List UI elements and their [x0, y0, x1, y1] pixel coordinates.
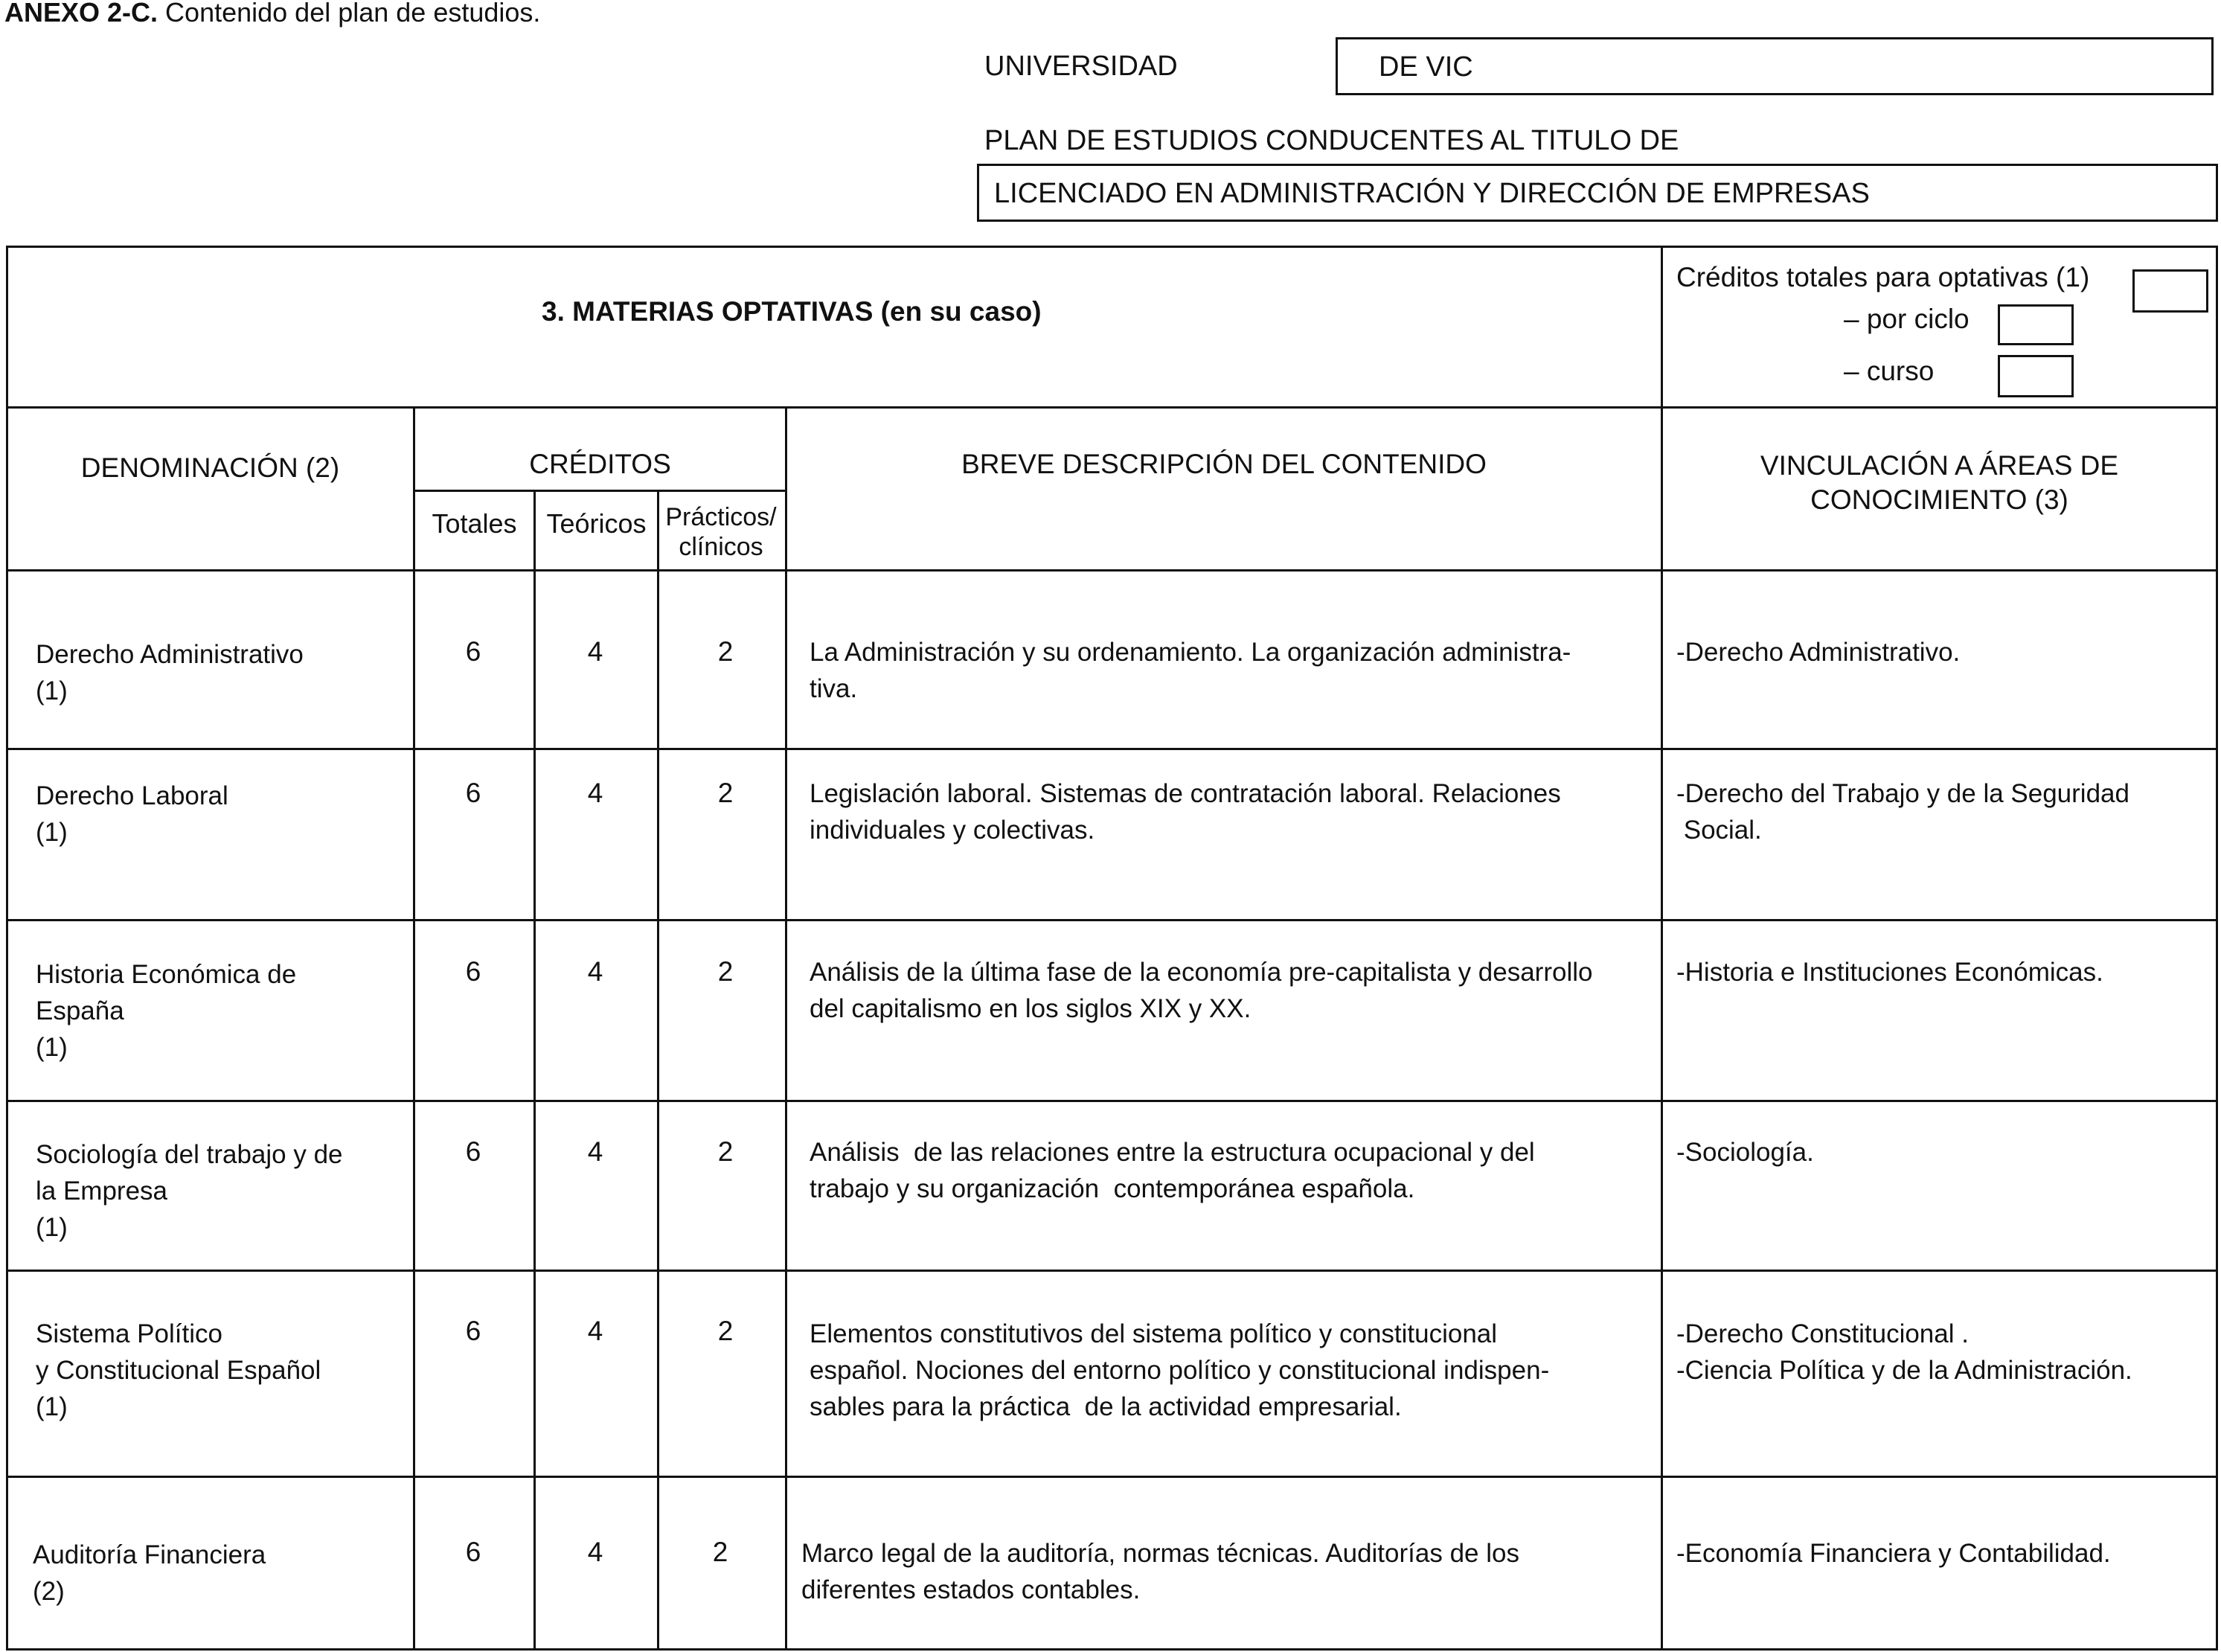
row-3-totales: 6: [465, 956, 481, 987]
grid-line: [6, 406, 2218, 409]
grid-line: [6, 1476, 2218, 1478]
col-header-denominacion: DENOMINACIÓN (2): [80, 452, 340, 483]
annex-description: Contenido del plan de estudios.: [158, 0, 541, 28]
row-4-totales: 6: [465, 1136, 481, 1167]
grid-line: [6, 748, 2218, 750]
row-4-areas: [1676, 1134, 2212, 1171]
row-3-description: [810, 954, 1635, 1027]
description-line: trabajo y su organización contemporánea española.: [810, 1174, 1415, 1203]
row-4-practicos: 2: [717, 1136, 734, 1167]
grid-line: [785, 406, 787, 1651]
row-1-practicos: 2: [717, 636, 734, 667]
col-header-practicos-line2: clínicos: [679, 533, 763, 561]
area-line: -Ciencia Política y de la Administración.: [1676, 1356, 2132, 1385]
grid-line: [6, 1648, 2218, 1651]
grid-line: [6, 1270, 2218, 1272]
col-header-practicos: [657, 502, 785, 562]
row-6-areas: [1676, 1535, 2212, 1572]
col-header-vinculacion-line1: VINCULACIÓN A ÁREAS DE: [1760, 450, 2119, 481]
description-line: español. Nociones del entorno político y constitucional indispen-: [810, 1356, 1550, 1385]
university-label: UNIVERSIDAD: [984, 51, 1178, 82]
degree-title: LICENCIADO EN ADMINISTRACIÓN Y DIRECCIÓN DE EMPRESAS: [994, 178, 1870, 209]
name-line: Sociología del trabajo y de: [36, 1140, 343, 1169]
row-2-practicos: 2: [717, 778, 734, 808]
plan-label: PLAN DE ESTUDIOS CONDUCENTES AL TITULO DE: [984, 125, 1679, 156]
row-2-areas: [1676, 775, 2212, 848]
name-line: (1): [36, 676, 68, 705]
name-line: la Empresa: [36, 1176, 168, 1206]
area-line: -Derecho del Trabajo y de la Seguridad: [1676, 779, 2129, 808]
row-3-teoricos: 4: [587, 956, 603, 987]
row-4-description: [810, 1134, 1635, 1207]
grid-line: [6, 569, 2218, 572]
row-1-description: [810, 634, 1635, 707]
col-header-vinculacion: [1663, 449, 2216, 517]
description-line: Análisis de la última fase de la economía pre-capitalista y desarrollo: [810, 958, 1593, 987]
area-line: -Economía Financiera y Contabilidad.: [1676, 1539, 2111, 1568]
row-6-description: [801, 1535, 1635, 1608]
name-line: y Constitucional Español: [36, 1356, 321, 1385]
optional-credits-box[interactable]: [2132, 269, 2208, 313]
grid-line: [6, 919, 2218, 921]
name-line: Historia Económica de: [36, 960, 297, 989]
area-line: -Sociología.: [1676, 1138, 1814, 1167]
grid-line: [533, 490, 536, 1651]
row-2-description: [810, 775, 1635, 848]
name-line: Derecho Administrativo: [36, 640, 304, 669]
col-header-practicos-line1: Prácticos/: [665, 503, 777, 531]
description-line: sables para la práctica de la actividad empresarial.: [810, 1392, 1402, 1421]
per-cycle-box[interactable]: [1998, 304, 2074, 345]
area-line: Social.: [1676, 816, 1762, 845]
per-cycle-label: – por ciclo: [1844, 304, 1970, 334]
row-3-practicos: 2: [717, 956, 734, 987]
name-line: (1): [36, 1033, 68, 1062]
name-line: (1): [36, 818, 68, 847]
col-header-totales: Totales: [432, 508, 517, 539]
row-4-teoricos: 4: [587, 1136, 603, 1167]
col-header-teoricos: Teóricos: [546, 508, 647, 539]
row-3-areas: [1676, 954, 2212, 990]
col-header-creditos: CRÉDITOS: [529, 449, 671, 479]
row-1-areas: [1676, 634, 2212, 670]
description-line: individuales y colectivas.: [810, 816, 1095, 845]
description-line: del capitalismo en los siglos XIX y XX.: [810, 994, 1251, 1023]
name-line: (1): [36, 1392, 68, 1421]
grid-line: [413, 406, 415, 1651]
row-3-name: [36, 956, 408, 1066]
row-5-areas: [1676, 1316, 2212, 1389]
row-2-name: [36, 778, 408, 851]
area-line: -Derecho Administrativo.: [1676, 638, 1961, 667]
row-6-teoricos: 4: [587, 1537, 603, 1567]
row-5-name: [36, 1316, 408, 1425]
name-line: España: [36, 996, 124, 1025]
row-5-teoricos: 4: [587, 1316, 603, 1346]
name-line: Derecho Laboral: [36, 781, 228, 810]
per-course-label: – curso: [1844, 356, 1935, 386]
row-5-totales: 6: [465, 1316, 481, 1346]
name-line: (2): [33, 1577, 65, 1606]
grid-line: [6, 1100, 2218, 1102]
description-line: La Administración y su ordenamiento. La organización administra-: [810, 638, 1571, 667]
row-2-teoricos: 4: [587, 778, 603, 808]
row-1-teoricos: 4: [587, 636, 603, 667]
col-header-vinculacion-line2: CONOCIMIENTO (3): [1810, 484, 2068, 515]
university-value: DE VIC: [1379, 51, 1473, 83]
description-line: Marco legal de la auditoría, normas técnicas. Auditorías de los: [801, 1539, 1519, 1568]
row-1-name: [36, 636, 408, 709]
area-line: -Derecho Constitucional .: [1676, 1319, 1969, 1348]
name-line: (1): [36, 1213, 68, 1242]
name-line: Sistema Político: [36, 1319, 222, 1348]
row-5-practicos: 2: [717, 1316, 734, 1346]
row-6-totales: 6: [465, 1537, 481, 1567]
row-1-totales: 6: [465, 636, 481, 667]
description-line: Elementos constitutivos del sistema político y constitucional: [810, 1319, 1498, 1348]
grid-line: [2216, 246, 2218, 1651]
row-5-description: [810, 1316, 1635, 1425]
row-4-name: [36, 1136, 408, 1246]
section-title: 3. MATERIAS OPTATIVAS (en su caso): [542, 296, 1042, 327]
optional-credits-label: Créditos totales para optativas (1): [1676, 262, 2090, 292]
col-header-descripcion: BREVE DESCRIPCIÓN DEL CONTENIDO: [961, 449, 1487, 479]
row-2-totales: 6: [465, 778, 481, 808]
row-6-name: [33, 1537, 405, 1610]
area-line: -Historia e Instituciones Económicas.: [1676, 958, 2103, 987]
description-line: Análisis de las relaciones entre la estructura ocupacional y del: [810, 1138, 1535, 1167]
grid-line: [413, 490, 786, 492]
grid-line: [6, 246, 2218, 248]
annex-label: ANEXO 2-C.: [4, 0, 158, 28]
description-line: Legislación laboral. Sistemas de contratación laboral. Relaciones: [810, 779, 1561, 808]
grid-line: [657, 490, 659, 1651]
description-line: tiva.: [810, 674, 858, 703]
per-course-box[interactable]: [1998, 355, 2074, 397]
description-line: diferentes estados contables.: [801, 1575, 1141, 1604]
row-6-practicos: 2: [712, 1537, 728, 1567]
name-line: Auditoría Financiera: [33, 1540, 266, 1569]
